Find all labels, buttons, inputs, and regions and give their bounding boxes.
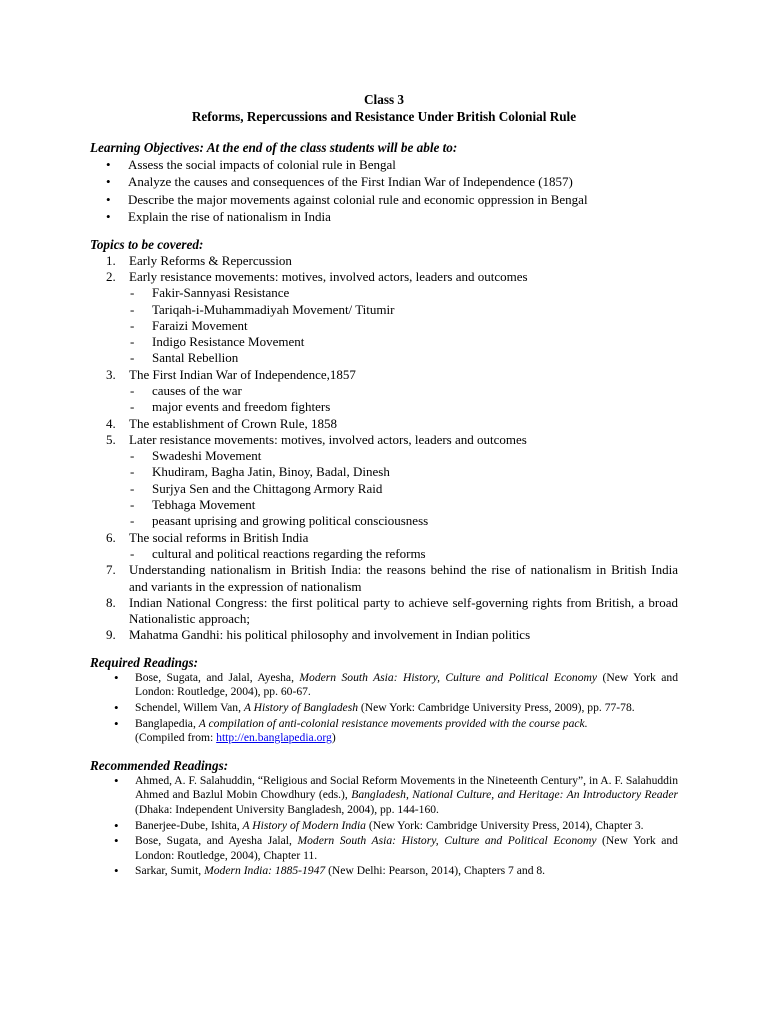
subtopic-item: - Faraizi Movement bbox=[129, 318, 678, 334]
topics-heading: Topics to be covered: bbox=[90, 236, 204, 252]
reading-author: Ahmed, A. F. Salahuddin, “Religious and Social Reform Movements in the Nineteenth Century”, in A. F. Salahuddin Ahmed and Bazlul Mobin Chowdhury (eds.), bbox=[135, 773, 678, 802]
reading-title: A History of Bangladesh bbox=[243, 700, 359, 714]
subtopic-item: - Tebhaga Movement bbox=[129, 497, 678, 513]
reading-title: A compilation of anti-colonial resistance movements provided with the course pack. bbox=[198, 716, 588, 730]
subtopic-item: - Swadeshi Movement bbox=[129, 448, 678, 464]
reading-author: Schendel, Willem Van, bbox=[135, 700, 244, 714]
topic-text: Early Reforms & Repercussion bbox=[129, 252, 292, 268]
objective-item: • Assess the social impacts of colonial rule in Bengal bbox=[90, 156, 678, 173]
reading-author: Banerjee-Dube, Ishita, bbox=[135, 818, 243, 832]
subtopic-list bbox=[129, 448, 678, 529]
topic-text: Early resistance movements: motives, involved actors, leaders and outcomes bbox=[129, 268, 528, 284]
banglapedia-link[interactable]: http://en.banglapedia.org bbox=[216, 731, 332, 745]
topic-item bbox=[90, 530, 678, 563]
reading-item bbox=[90, 774, 678, 818]
topic-number: 9. bbox=[106, 627, 116, 643]
reading-item bbox=[90, 671, 678, 700]
objective-item: • Analyze the causes and consequences of the First Indian War of Independence (1857) bbox=[90, 173, 678, 190]
subtopic-list bbox=[129, 285, 678, 366]
topic-number: 7. bbox=[106, 562, 116, 578]
recommended-readings-heading: Recommended Readings: bbox=[90, 757, 229, 773]
reading-publication: (New Delhi: Pearson, 2014), Chapters 7 and 8. bbox=[325, 864, 546, 878]
topic-item bbox=[90, 253, 678, 269]
topic-number: 3. bbox=[106, 366, 116, 382]
reading-title: Bangladesh, National Culture, and Heritage: An Introductory Reader bbox=[351, 788, 678, 802]
subtopic-item: - Fakir-Sannyasi Resistance bbox=[129, 285, 678, 301]
reading-publication: (Dhaka: Independent University Bangladesh, 2004), pp. 144-160. bbox=[135, 802, 439, 816]
objectives-heading: Learning Objectives: At the end of the class students will be able to: bbox=[90, 140, 458, 155]
reading-item bbox=[90, 717, 678, 746]
reading-author: Sarkar, Sumit, bbox=[135, 864, 205, 878]
objective-item: • Describe the major movements against colonial rule and economic oppression in Bengal bbox=[90, 191, 678, 208]
topic-item bbox=[90, 269, 678, 367]
reading-publication: (New York and London: Routledge, 2004), Chapter 11. bbox=[135, 834, 678, 862]
subtopic-item: - Tariqah-i-Muhammadiyah Movement/ Titumir bbox=[129, 302, 678, 318]
topic-item bbox=[90, 432, 678, 530]
topic-text: The establishment of Crown Rule, 1858 bbox=[129, 415, 337, 431]
topic-item bbox=[90, 416, 678, 432]
reading-author: Bose, Sugata, and Ayesha Jalal, bbox=[135, 834, 298, 848]
topic-item bbox=[90, 595, 678, 628]
compiled-close: ) bbox=[331, 731, 336, 745]
reading-title: Modern India: 1885-1947 bbox=[204, 864, 326, 878]
topic-text: Later resistance movements: motives, involved actors, leaders and outcomes bbox=[129, 431, 527, 447]
subtopic-item: - peasant uprising and growing political consciousness bbox=[129, 513, 678, 529]
reading-item bbox=[90, 864, 678, 879]
recommended-readings-list bbox=[90, 774, 678, 879]
topics-list bbox=[90, 253, 678, 644]
reading-author: Banglapedia, bbox=[135, 716, 199, 730]
subtopic-item: - causes of the war bbox=[129, 383, 678, 399]
reading-item bbox=[90, 701, 678, 716]
reading-publication: (New York: Cambridge University Press, 2009), pp. 77-78. bbox=[358, 700, 635, 714]
topic-number: 2. bbox=[106, 268, 116, 284]
class-label: Class 3 bbox=[364, 92, 404, 107]
document-content bbox=[90, 91, 678, 880]
compiled-from-label: (Compiled from: bbox=[135, 731, 217, 745]
required-readings-list bbox=[90, 671, 678, 746]
topic-number: 4. bbox=[106, 415, 116, 431]
topic-item bbox=[90, 562, 678, 595]
page-title: Reforms, Repercussions and Resistance Under British Colonial Rule bbox=[191, 109, 577, 124]
subtopic-item: - major events and freedom fighters bbox=[129, 399, 678, 415]
reading-title: A History of Modern India bbox=[242, 818, 366, 832]
topic-text: The First Indian War of Independence,1857 bbox=[129, 366, 356, 382]
topic-number: 1. bbox=[106, 252, 116, 268]
topic-text: The social reforms in British India bbox=[129, 529, 309, 545]
reading-publication: (New York: Cambridge University Press, 2014), Chapter 3. bbox=[365, 818, 644, 832]
subtopic-item: - Surjya Sen and the Chittagong Armory Raid bbox=[129, 481, 678, 497]
reading-item bbox=[90, 834, 678, 863]
reading-item bbox=[90, 819, 678, 834]
reading-author: Bose, Sugata, and Jalal, Ayesha, bbox=[135, 670, 300, 684]
subtopic-list bbox=[129, 546, 678, 562]
reading-title: Modern South Asia: History, Culture and Political Economy bbox=[297, 834, 597, 848]
topic-number: 8. bbox=[106, 594, 116, 610]
topic-text: Indian National Congress: the first political party to achieve self-governing rights from British, a broad Nationalistic approach; bbox=[129, 594, 678, 627]
reading-publication: (New York and London: Routledge, 2004), pp. 60-67. bbox=[135, 670, 678, 699]
objectives-list bbox=[90, 156, 678, 226]
subtopic-item: - Indigo Resistance Movement bbox=[129, 334, 678, 350]
topic-number: 5. bbox=[106, 431, 116, 447]
topic-text: Understanding nationalism in British India: the reasons behind the rise of nationalism in British India and variants in the expression of nationalism bbox=[129, 562, 678, 594]
topic-text: Mahatma Gandhi: his political philosophy and involvement in Indian politics bbox=[129, 627, 531, 643]
subtopic-item: - cultural and political reactions regarding the reforms bbox=[129, 546, 678, 562]
topic-item bbox=[90, 367, 678, 416]
topic-number: 6. bbox=[106, 529, 116, 545]
subtopic-item: - Khudiram, Bagha Jatin, Binoy, Badal, Dinesh bbox=[129, 464, 678, 480]
subtopic-list bbox=[129, 383, 678, 416]
topic-item bbox=[90, 627, 678, 643]
required-readings-heading: Required Readings: bbox=[90, 654, 199, 670]
objective-item: • Explain the rise of nationalism in India bbox=[90, 208, 678, 225]
reading-title: Modern South Asia: History, Culture and Political Economy bbox=[299, 670, 598, 684]
subtopic-item: - Santal Rebellion bbox=[129, 350, 678, 366]
